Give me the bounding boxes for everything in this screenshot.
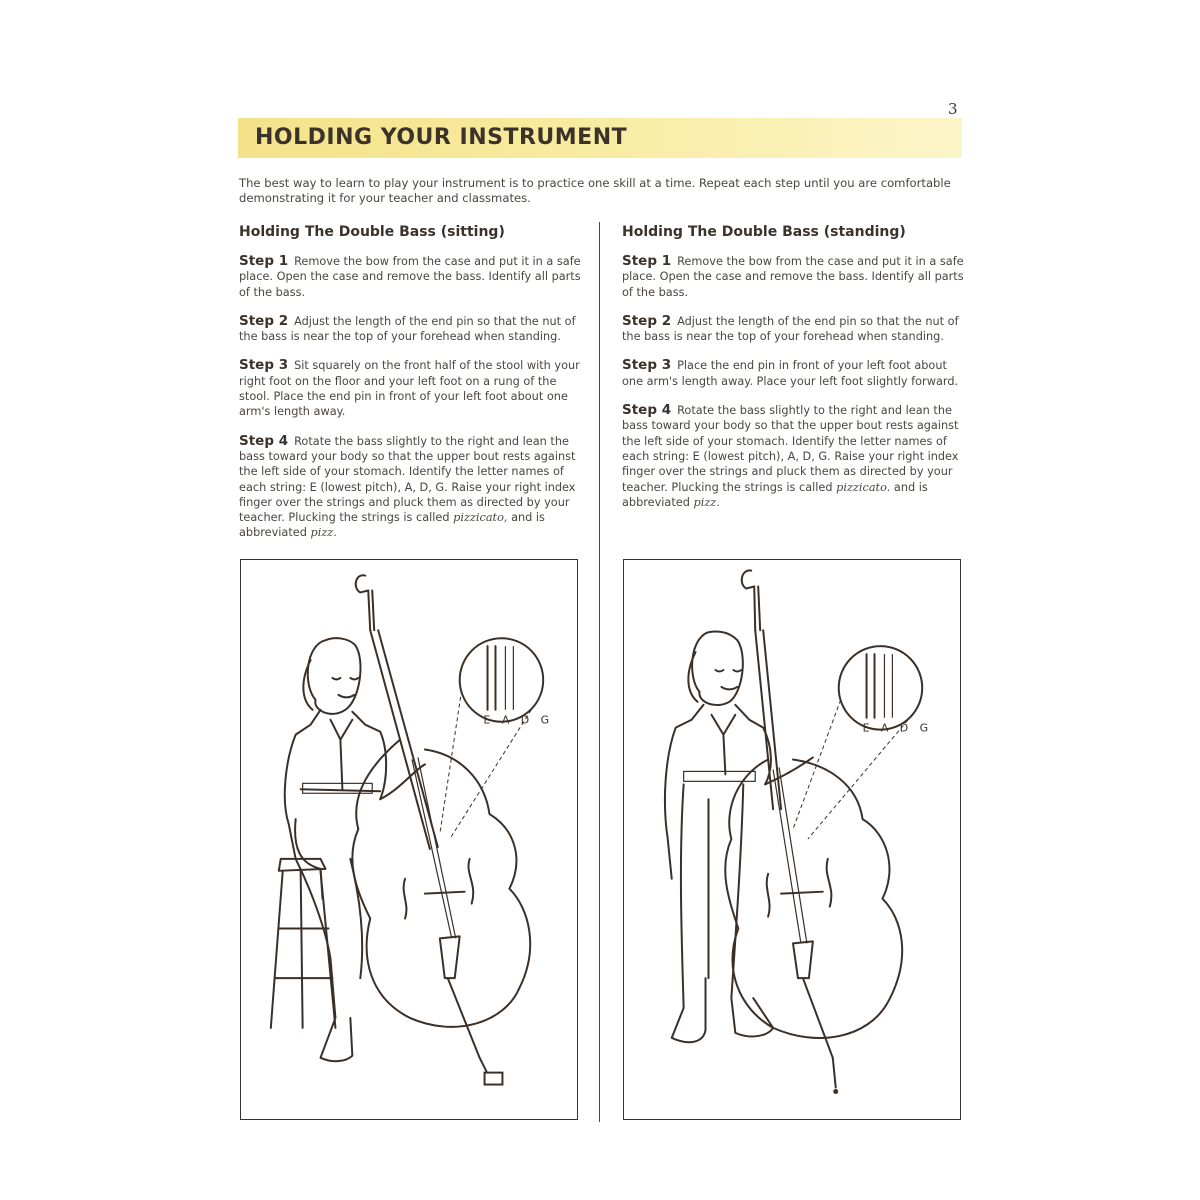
step-label: Step 3 bbox=[622, 357, 672, 374]
standing-player bbox=[665, 632, 813, 1043]
step-label: Step 2 bbox=[622, 312, 672, 329]
pizz-abbreviation: pizz. bbox=[693, 495, 720, 509]
step-text-tail: and is abbreviated bbox=[239, 511, 545, 540]
step-text: Remove the bow from the case and put it in a safe place. Open the case and remove the bass. Identify all parts of the bass. bbox=[622, 255, 964, 299]
standing-column bbox=[622, 224, 967, 524]
standing-step-2 bbox=[622, 314, 967, 345]
step-text: Adjust the length of the end pin so that the nut of the bass is near the top of your forehead when standing. bbox=[622, 314, 959, 344]
sitting-bass-drawing bbox=[241, 560, 577, 1119]
step-text: Sit squarely on the front half of the stool with your right foot on the floor and your left foot on a rung of the stool. Place the end pin in front of your left foot about one arm's length away. bbox=[239, 359, 580, 419]
standing-illustration bbox=[623, 559, 961, 1120]
step-text: Remove the bow from the case and put it in a safe place. Open the case and remove the bass. Identify all parts of the bass. bbox=[239, 255, 581, 299]
page-number: 3 bbox=[948, 100, 958, 118]
string-names-label: E A D G bbox=[483, 713, 554, 727]
step-label: Step 2 bbox=[239, 312, 289, 329]
sitting-illustration bbox=[240, 559, 578, 1120]
column-divider bbox=[599, 222, 600, 1122]
step-text: Rotate the bass slightly to the right and lean the bass toward your body so that the upper bout rests against the left side of your stomach. Identify the letter names of each string: E (lowest pitch), A, D, G. Raise your right index finger over the strings and pluck them as directed by your teacher. Plucking the strings is called bbox=[239, 434, 576, 525]
sitting-step-4 bbox=[239, 434, 584, 541]
title-banner bbox=[238, 118, 962, 158]
stool bbox=[271, 859, 336, 1028]
standing-bass-drawing bbox=[624, 560, 960, 1119]
page-title: HOLDING YOUR INSTRUMENT bbox=[255, 125, 628, 150]
step-label: Step 4 bbox=[239, 432, 289, 449]
string-detail-callout bbox=[793, 646, 932, 839]
step-label: Step 1 bbox=[239, 253, 289, 269]
seated-player bbox=[285, 638, 425, 1061]
step-text: Adjust the length of the end pin so that the nut of the bass is near the top of your forehead when standing. bbox=[239, 314, 576, 344]
string-detail-callout bbox=[440, 638, 553, 839]
step-label: Step 4 bbox=[622, 402, 672, 419]
standing-step-3 bbox=[622, 358, 967, 389]
standing-step-1 bbox=[622, 254, 967, 300]
standing-step-4 bbox=[622, 403, 967, 510]
sitting-step-2 bbox=[239, 314, 584, 345]
sitting-step-3 bbox=[239, 358, 584, 419]
pizzicato-term: pizzicato, bbox=[453, 511, 508, 525]
sitting-heading: Holding The Double Bass (sitting) bbox=[239, 224, 505, 240]
step-text: Rotate the bass slightly to the right and lean the bass toward your body so that the upper bout rests against the left side of your stomach. Identify the letter names of each string: E (lowest pitch), A, D, G. Raise your right index finger over the strings and pluck them as directed by your teacher. Plucking the strings is called bbox=[622, 404, 959, 494]
intro-paragraph: The best way to learn to play your instrument is to practice one skill at a time. Repeat each step until you are comfortable demonstrating it for your teacher and classmates. bbox=[239, 176, 951, 205]
string-names-label: E A D G bbox=[862, 721, 933, 735]
step-label: Step 1 bbox=[622, 253, 672, 269]
pizz-abbreviation: pizz. bbox=[310, 526, 337, 540]
sitting-step-1 bbox=[239, 254, 584, 300]
pizzicato-term: pizzicato. bbox=[836, 480, 891, 494]
standing-heading: Holding The Double Bass (standing) bbox=[622, 224, 906, 240]
step-text-tail: and is abbreviated bbox=[622, 480, 928, 509]
step-label: Step 3 bbox=[239, 357, 289, 374]
step-text: Place the end pin in front of your left foot about one arm's length away. Place your left foot slightly forward. bbox=[622, 359, 959, 388]
sitting-column bbox=[239, 224, 584, 555]
